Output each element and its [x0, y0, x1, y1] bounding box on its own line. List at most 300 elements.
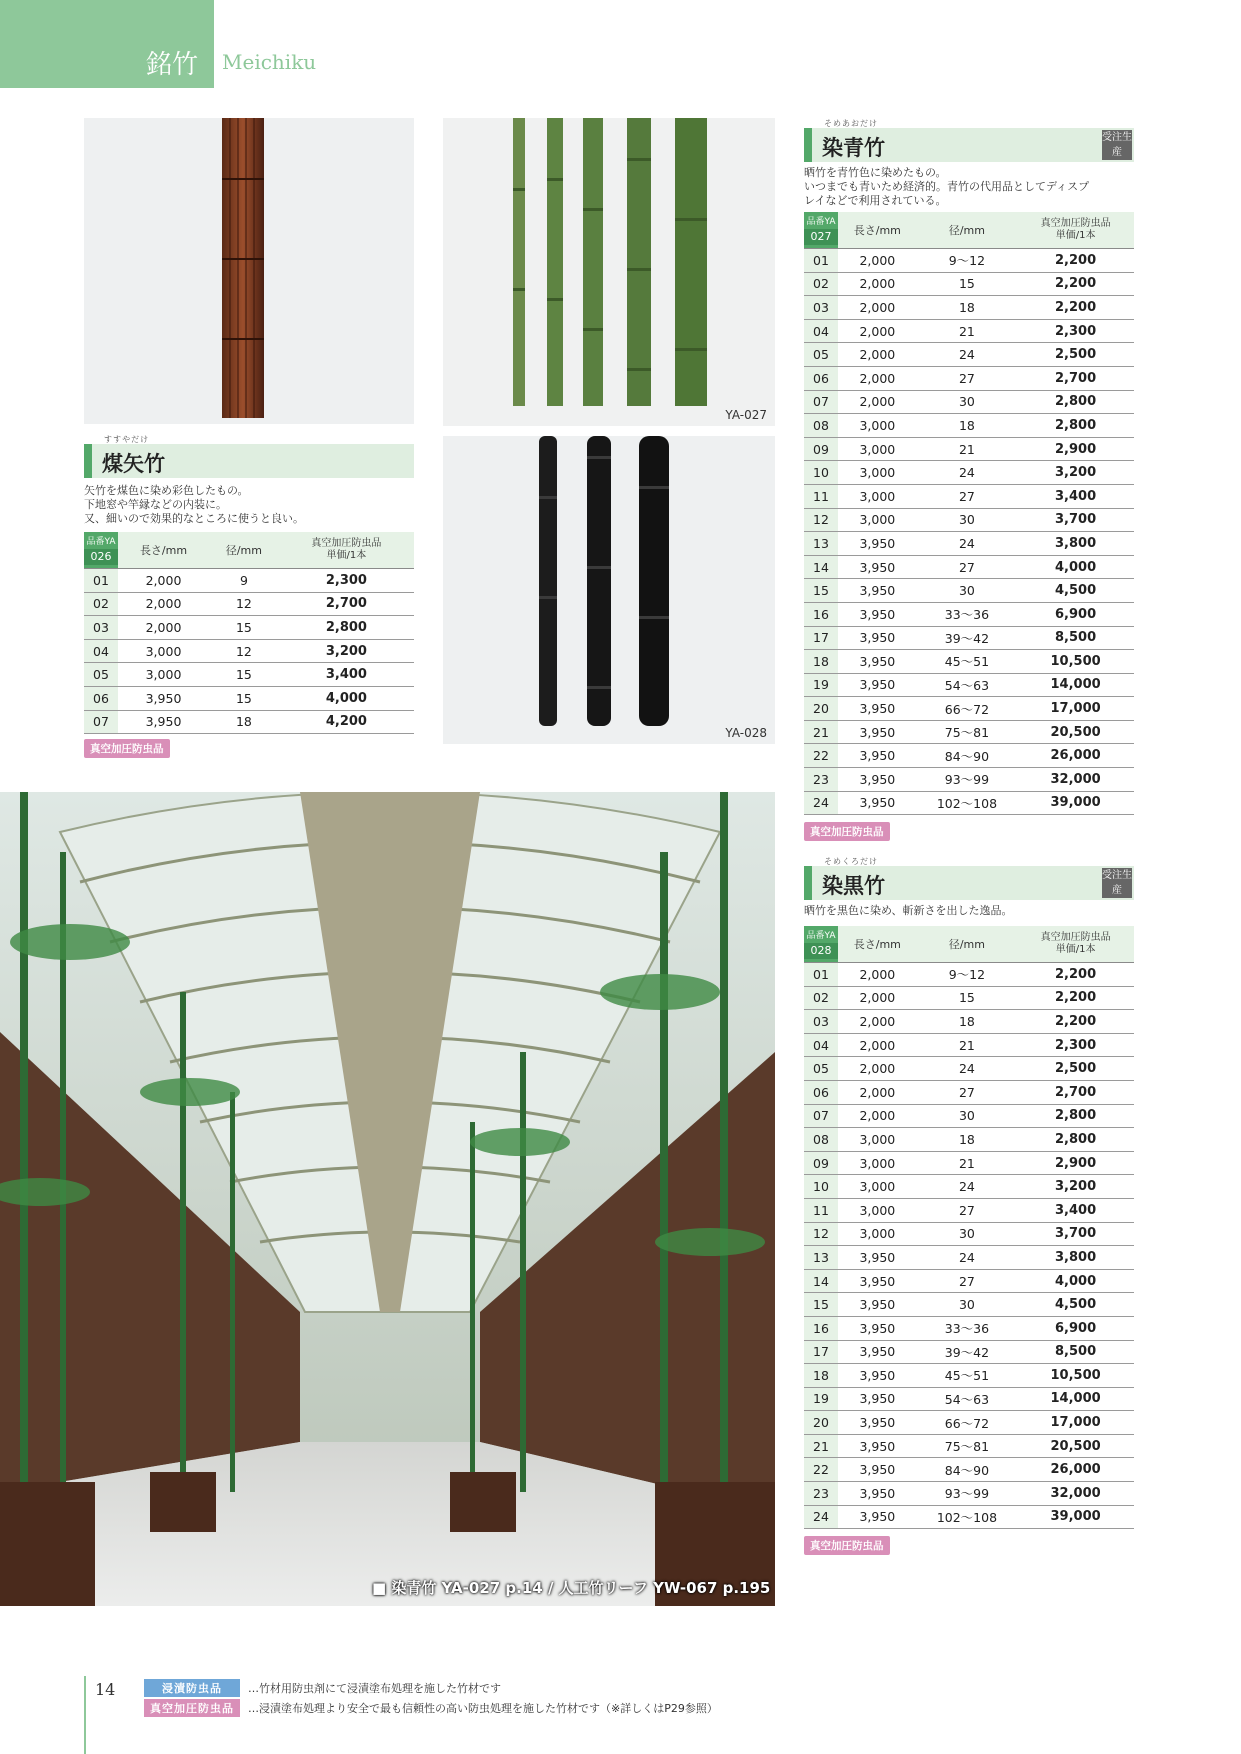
row-diameter: 27: [917, 484, 1018, 508]
price-head-line2: 単価/1本: [1055, 230, 1096, 241]
row-diameter: 21: [917, 319, 1018, 343]
row-length: 3,950: [118, 686, 209, 710]
section-someguro-header: [804, 856, 1134, 900]
row-length: 3,950: [838, 1269, 917, 1293]
table-row: [804, 1411, 1134, 1435]
row-price: 2,700: [1017, 1080, 1134, 1104]
table-row: [804, 319, 1134, 343]
section-someguro-desc: [804, 904, 1013, 918]
price-head-line2: 単価/1本: [1055, 944, 1096, 955]
row-no: 04: [804, 1033, 838, 1057]
row-no: 08: [804, 414, 838, 438]
legend-text-vacuum: …浸漬塗布処理より安全で最も信頼性の高い防虫処理を施した竹材です（※詳しくはP29参照）: [248, 1702, 718, 1715]
photo-someguro-code: YA-028: [725, 726, 767, 740]
row-price: 2,200: [1017, 1010, 1134, 1034]
row-price: 2,200: [1017, 272, 1134, 296]
row-price: 4,500: [1017, 1293, 1134, 1317]
photo-someao-art: [443, 118, 775, 426]
header-title-jp: 銘竹: [146, 50, 199, 80]
row-price: 2,800: [1017, 414, 1134, 438]
table-susu: [84, 532, 414, 734]
table-row: [804, 343, 1134, 367]
row-price: 39,000: [1017, 791, 1134, 815]
row-price: 10,500: [1017, 1364, 1134, 1388]
row-length: 3,950: [838, 1482, 917, 1506]
column-length: 長さ/mm: [118, 532, 209, 569]
legend-tag-vacuum: 真空加圧防虫品: [144, 1699, 240, 1717]
row-diameter: 15: [209, 663, 279, 687]
row-diameter: 21: [917, 1151, 1018, 1175]
row-diameter: 45〜51: [917, 650, 1018, 674]
row-price: 20,500: [1017, 1434, 1134, 1458]
column-length: 長さ/mm: [838, 926, 917, 963]
row-length: 2,000: [118, 592, 209, 616]
section-someguro-bar: [804, 866, 812, 900]
row-diameter: 18: [917, 296, 1018, 320]
table-row: [804, 1316, 1134, 1340]
row-length: 2,000: [838, 319, 917, 343]
row-length: 3,950: [838, 1246, 917, 1270]
section-someguro-ruby: そめくろだけ: [824, 857, 878, 866]
row-no: 06: [804, 366, 838, 390]
row-no: 11: [804, 484, 838, 508]
row-no: 05: [804, 343, 838, 367]
row-no: 04: [804, 319, 838, 343]
column-code: [804, 212, 838, 249]
table-row: [804, 508, 1134, 532]
table-row: [804, 986, 1134, 1010]
table-row: [804, 532, 1134, 556]
table-row: [84, 686, 414, 710]
photo-arcade: [0, 792, 775, 1606]
row-price: 3,700: [1017, 1222, 1134, 1246]
row-length: 3,000: [838, 1128, 917, 1152]
page-number: 14: [95, 1680, 116, 1699]
row-price: 3,200: [1017, 1175, 1134, 1199]
table-row: [804, 272, 1134, 296]
row-price: 3,200: [279, 639, 414, 663]
desc-line: 下地窓や竿縁などの内装に。: [84, 498, 227, 511]
row-price: 20,500: [1017, 720, 1134, 744]
row-no: 16: [804, 602, 838, 626]
row-diameter: 33〜36: [917, 1316, 1018, 1340]
row-length: 3,000: [118, 639, 209, 663]
table-row: [804, 1175, 1134, 1199]
row-price: 3,800: [1017, 1246, 1134, 1270]
photo-susu-yadake: [84, 118, 414, 424]
row-price: 8,500: [1017, 626, 1134, 650]
table-row: [804, 390, 1134, 414]
row-price: 14,000: [1017, 1387, 1134, 1411]
row-length: 3,950: [838, 1387, 917, 1411]
row-price: 10,500: [1017, 650, 1134, 674]
table-row: [84, 639, 414, 663]
column-price: [1017, 212, 1134, 249]
row-no: 19: [804, 673, 838, 697]
code-prefix: 品番YA: [806, 217, 836, 227]
row-length: 2,000: [838, 296, 917, 320]
table-row: [804, 1151, 1134, 1175]
row-length: 3,950: [838, 626, 917, 650]
row-diameter: 27: [917, 366, 1018, 390]
photo-someao-code: YA-027: [725, 408, 767, 422]
desc-line: 晒竹を青竹色に染めたもの。: [804, 166, 947, 179]
legend-text-dip: …竹材用防虫剤にて浸漬塗布処理を施した竹材です: [248, 1682, 501, 1695]
row-diameter: 18: [917, 1128, 1018, 1152]
row-no: 13: [804, 532, 838, 556]
table-row: [804, 1340, 1134, 1364]
price-head-line2: 単価/1本: [326, 550, 367, 561]
column-code: [84, 532, 118, 569]
row-length: 3,950: [838, 720, 917, 744]
row-price: 14,000: [1017, 673, 1134, 697]
table-row: [804, 1128, 1134, 1152]
row-length: 2,000: [838, 249, 917, 273]
table-header-row: [804, 926, 1134, 963]
row-no: 07: [804, 390, 838, 414]
row-no: 03: [84, 616, 118, 640]
section-someao-header: [804, 118, 1134, 162]
row-no: 07: [84, 710, 118, 734]
row-no: 18: [804, 1364, 838, 1388]
table-row: [804, 963, 1134, 987]
row-price: 3,700: [1017, 508, 1134, 532]
row-no: 15: [804, 1293, 838, 1317]
table-row: [804, 1434, 1134, 1458]
table-row: [804, 1080, 1134, 1104]
row-price: 2,800: [279, 616, 414, 640]
row-length: 3,950: [838, 650, 917, 674]
header-title-en: Meichiku: [222, 50, 317, 74]
row-length: 2,000: [838, 390, 917, 414]
row-no: 12: [804, 508, 838, 532]
row-length: 3,000: [838, 484, 917, 508]
row-length: 3,950: [838, 791, 917, 815]
table-row: [804, 1293, 1134, 1317]
table-row: [804, 437, 1134, 461]
row-diameter: 93〜99: [917, 1482, 1018, 1506]
row-price: 2,300: [1017, 1033, 1134, 1057]
row-diameter: 39〜42: [917, 1340, 1018, 1364]
table-header-row: [804, 212, 1134, 249]
row-length: 3,950: [838, 768, 917, 792]
row-diameter: 15: [209, 616, 279, 640]
row-diameter: 30: [917, 508, 1018, 532]
row-length: 3,000: [838, 437, 917, 461]
table-row: [84, 592, 414, 616]
row-no: 11: [804, 1198, 838, 1222]
row-diameter: 24: [917, 461, 1018, 485]
table-row: [804, 1364, 1134, 1388]
column-code: [804, 926, 838, 963]
table-row: [84, 616, 414, 640]
price-head-line1: 真空加圧防虫品: [1040, 218, 1111, 229]
photo-someao: [443, 118, 775, 426]
row-length: 2,000: [838, 1057, 917, 1081]
row-no: 02: [804, 986, 838, 1010]
row-diameter: 33〜36: [917, 602, 1018, 626]
table-row: [804, 1222, 1134, 1246]
column-length: 長さ/mm: [838, 212, 917, 249]
section-susu-ruby: すすやだけ: [104, 435, 150, 444]
table-row: [804, 626, 1134, 650]
row-no: 17: [804, 1340, 838, 1364]
table-row: [804, 1387, 1134, 1411]
table-row: [804, 1482, 1134, 1506]
section-susu-bar: [84, 444, 92, 478]
row-diameter: 24: [917, 1175, 1018, 1199]
row-no: 07: [804, 1104, 838, 1128]
row-diameter: 30: [917, 1293, 1018, 1317]
table-row: [804, 484, 1134, 508]
row-no: 04: [84, 639, 118, 663]
desc-line: 矢竹を煤色に染め彩色したもの。: [84, 484, 249, 497]
row-diameter: 30: [917, 579, 1018, 603]
row-no: 13: [804, 1246, 838, 1270]
code-number: 027: [804, 229, 838, 245]
table-row: [804, 1458, 1134, 1482]
row-diameter: 54〜63: [917, 673, 1018, 697]
row-diameter: 15: [917, 272, 1018, 296]
row-diameter: 12: [209, 639, 279, 663]
row-length: 3,950: [118, 710, 209, 734]
column-diameter: 径/mm: [209, 532, 279, 569]
row-length: 3,000: [838, 1198, 917, 1222]
row-no: 08: [804, 1128, 838, 1152]
table-row: [804, 673, 1134, 697]
row-length: 2,000: [838, 366, 917, 390]
desc-line: 晒竹を黒色に染め、斬新さを出した逸品。: [804, 904, 1013, 917]
table-row: [804, 366, 1134, 390]
row-no: 02: [804, 272, 838, 296]
row-length: 3,950: [838, 744, 917, 768]
row-diameter: 9〜12: [917, 249, 1018, 273]
row-no: 02: [84, 592, 118, 616]
row-length: 3,950: [838, 1434, 917, 1458]
row-diameter: 66〜72: [917, 1411, 1018, 1435]
row-diameter: 24: [917, 532, 1018, 556]
row-length: 3,000: [838, 1151, 917, 1175]
row-price: 4,200: [279, 710, 414, 734]
row-length: 3,000: [838, 508, 917, 532]
row-length: 2,000: [838, 1104, 917, 1128]
row-no: 14: [804, 1269, 838, 1293]
table-row: [804, 720, 1134, 744]
row-price: 3,200: [1017, 461, 1134, 485]
row-price: 3,800: [1017, 532, 1134, 556]
row-no: 23: [804, 768, 838, 792]
row-price: 4,500: [1017, 579, 1134, 603]
row-length: 2,000: [838, 1033, 917, 1057]
table-row: [804, 650, 1134, 674]
row-price: 4,000: [279, 686, 414, 710]
row-price: 2,900: [1017, 1151, 1134, 1175]
photo-arcade-art: [0, 792, 775, 1606]
row-diameter: 84〜90: [917, 744, 1018, 768]
row-price: 32,000: [1017, 1482, 1134, 1506]
row-no: 06: [84, 686, 118, 710]
row-price: 2,800: [1017, 1104, 1134, 1128]
row-no: 12: [804, 1222, 838, 1246]
row-price: 26,000: [1017, 744, 1134, 768]
row-diameter: 18: [917, 414, 1018, 438]
row-price: 39,000: [1017, 1505, 1134, 1529]
section-someao-bar: [804, 128, 812, 162]
photo-arcade-caption: ■ 染青竹 YA-027 p.14 / 人工竹リーフ YW-067 p.195: [372, 1579, 771, 1597]
table-row: [804, 602, 1134, 626]
row-diameter: 84〜90: [917, 1458, 1018, 1482]
row-diameter: 24: [917, 1246, 1018, 1270]
row-length: 2,000: [838, 1080, 917, 1104]
row-price: 3,400: [1017, 1198, 1134, 1222]
order-badge-someao: 受注生産: [1102, 132, 1132, 158]
section-susu-desc: [84, 484, 304, 526]
row-length: 3,000: [838, 1175, 917, 1199]
row-no: 14: [804, 555, 838, 579]
tag-vacuum-susu: 真空加圧防虫品: [84, 739, 170, 758]
column-price: [279, 532, 414, 569]
row-diameter: 21: [917, 437, 1018, 461]
row-length: 3,950: [838, 579, 917, 603]
row-length: 2,000: [838, 272, 917, 296]
column-diameter: 径/mm: [917, 212, 1018, 249]
photo-someguro: [443, 436, 775, 744]
row-diameter: 18: [209, 710, 279, 734]
section-susu-header: [84, 434, 414, 478]
section-someao-ruby: そめあおだけ: [824, 119, 878, 128]
footer-rule: [84, 1676, 86, 1754]
row-diameter: 12: [209, 592, 279, 616]
row-no: 09: [804, 437, 838, 461]
row-price: 2,500: [1017, 1057, 1134, 1081]
column-price: [1017, 926, 1134, 963]
table-row: [804, 579, 1134, 603]
row-no: 10: [804, 461, 838, 485]
row-length: 2,000: [118, 569, 209, 593]
row-diameter: 102〜108: [917, 791, 1018, 815]
row-diameter: 27: [917, 1269, 1018, 1293]
table-row: [84, 569, 414, 593]
table-row: [804, 1198, 1134, 1222]
table-row: [804, 555, 1134, 579]
table-row: [804, 296, 1134, 320]
row-no: 22: [804, 1458, 838, 1482]
row-no: 03: [804, 1010, 838, 1034]
row-no: 21: [804, 1434, 838, 1458]
row-no: 20: [804, 697, 838, 721]
row-price: 2,900: [1017, 437, 1134, 461]
row-price: 26,000: [1017, 1458, 1134, 1482]
row-no: 20: [804, 1411, 838, 1435]
row-no: 24: [804, 791, 838, 815]
row-length: 3,950: [838, 1316, 917, 1340]
photo-someguro-art: [443, 436, 775, 744]
row-no: 23: [804, 1482, 838, 1506]
row-diameter: 75〜81: [917, 720, 1018, 744]
row-no: 03: [804, 296, 838, 320]
table-row: [804, 1010, 1134, 1034]
row-price: 6,900: [1017, 602, 1134, 626]
row-no: 19: [804, 1387, 838, 1411]
row-length: 3,950: [838, 697, 917, 721]
table-header-row: [84, 532, 414, 569]
row-diameter: 27: [917, 1198, 1018, 1222]
row-diameter: 66〜72: [917, 697, 1018, 721]
row-diameter: 93〜99: [917, 768, 1018, 792]
row-diameter: 102〜108: [917, 1505, 1018, 1529]
legend-tag-dip: 浸漬防虫品: [144, 1679, 240, 1697]
row-price: 8,500: [1017, 1340, 1134, 1364]
row-diameter: 30: [917, 1222, 1018, 1246]
row-price: 4,000: [1017, 1269, 1134, 1293]
row-no: 16: [804, 1316, 838, 1340]
row-diameter: 39〜42: [917, 626, 1018, 650]
row-length: 2,000: [838, 343, 917, 367]
row-price: 17,000: [1017, 697, 1134, 721]
row-diameter: 18: [917, 1010, 1018, 1034]
table-row: [804, 791, 1134, 815]
table-row: [804, 1057, 1134, 1081]
table-row: [804, 1104, 1134, 1128]
tag-vacuum-someao: 真空加圧防虫品: [804, 822, 890, 841]
row-length: 3,000: [838, 461, 917, 485]
section-someguro-title: 染黒竹: [822, 873, 885, 898]
section-someao-title: 染青竹: [822, 135, 885, 160]
row-no: 01: [804, 249, 838, 273]
code-prefix: 品番YA: [86, 537, 116, 547]
row-length: 2,000: [838, 963, 917, 987]
row-diameter: 27: [917, 1080, 1018, 1104]
row-no: 09: [804, 1151, 838, 1175]
table-row: [804, 1269, 1134, 1293]
row-diameter: 45〜51: [917, 1364, 1018, 1388]
row-length: 3,000: [118, 663, 209, 687]
table-row: [84, 710, 414, 734]
header-tab: [0, 0, 214, 88]
row-diameter: 27: [917, 555, 1018, 579]
row-length: 3,950: [838, 1411, 917, 1435]
row-price: 2,800: [1017, 390, 1134, 414]
row-no: 21: [804, 720, 838, 744]
row-no: 06: [804, 1080, 838, 1104]
row-price: 6,900: [1017, 1316, 1134, 1340]
row-length: 2,000: [838, 1010, 917, 1034]
row-price: 2,700: [1017, 366, 1134, 390]
row-price: 2,800: [1017, 1128, 1134, 1152]
row-diameter: 21: [917, 1033, 1018, 1057]
row-length: 3,950: [838, 1505, 917, 1529]
table-row: [804, 1505, 1134, 1529]
table-row: [804, 744, 1134, 768]
row-length: 3,950: [838, 602, 917, 626]
row-diameter: 24: [917, 343, 1018, 367]
code-number: 026: [84, 549, 118, 565]
row-no: 15: [804, 579, 838, 603]
table-row: [804, 461, 1134, 485]
row-length: 3,950: [838, 673, 917, 697]
row-no: 22: [804, 744, 838, 768]
row-price: 3,400: [1017, 484, 1134, 508]
table-someao: [804, 212, 1134, 815]
table-row: [84, 663, 414, 687]
row-length: 3,000: [838, 414, 917, 438]
row-no: 05: [84, 663, 118, 687]
row-diameter: 24: [917, 1057, 1018, 1081]
price-head-line1: 真空加圧防虫品: [1040, 932, 1111, 943]
row-diameter: 54〜63: [917, 1387, 1018, 1411]
row-length: 3,950: [838, 1364, 917, 1388]
row-price: 2,700: [279, 592, 414, 616]
